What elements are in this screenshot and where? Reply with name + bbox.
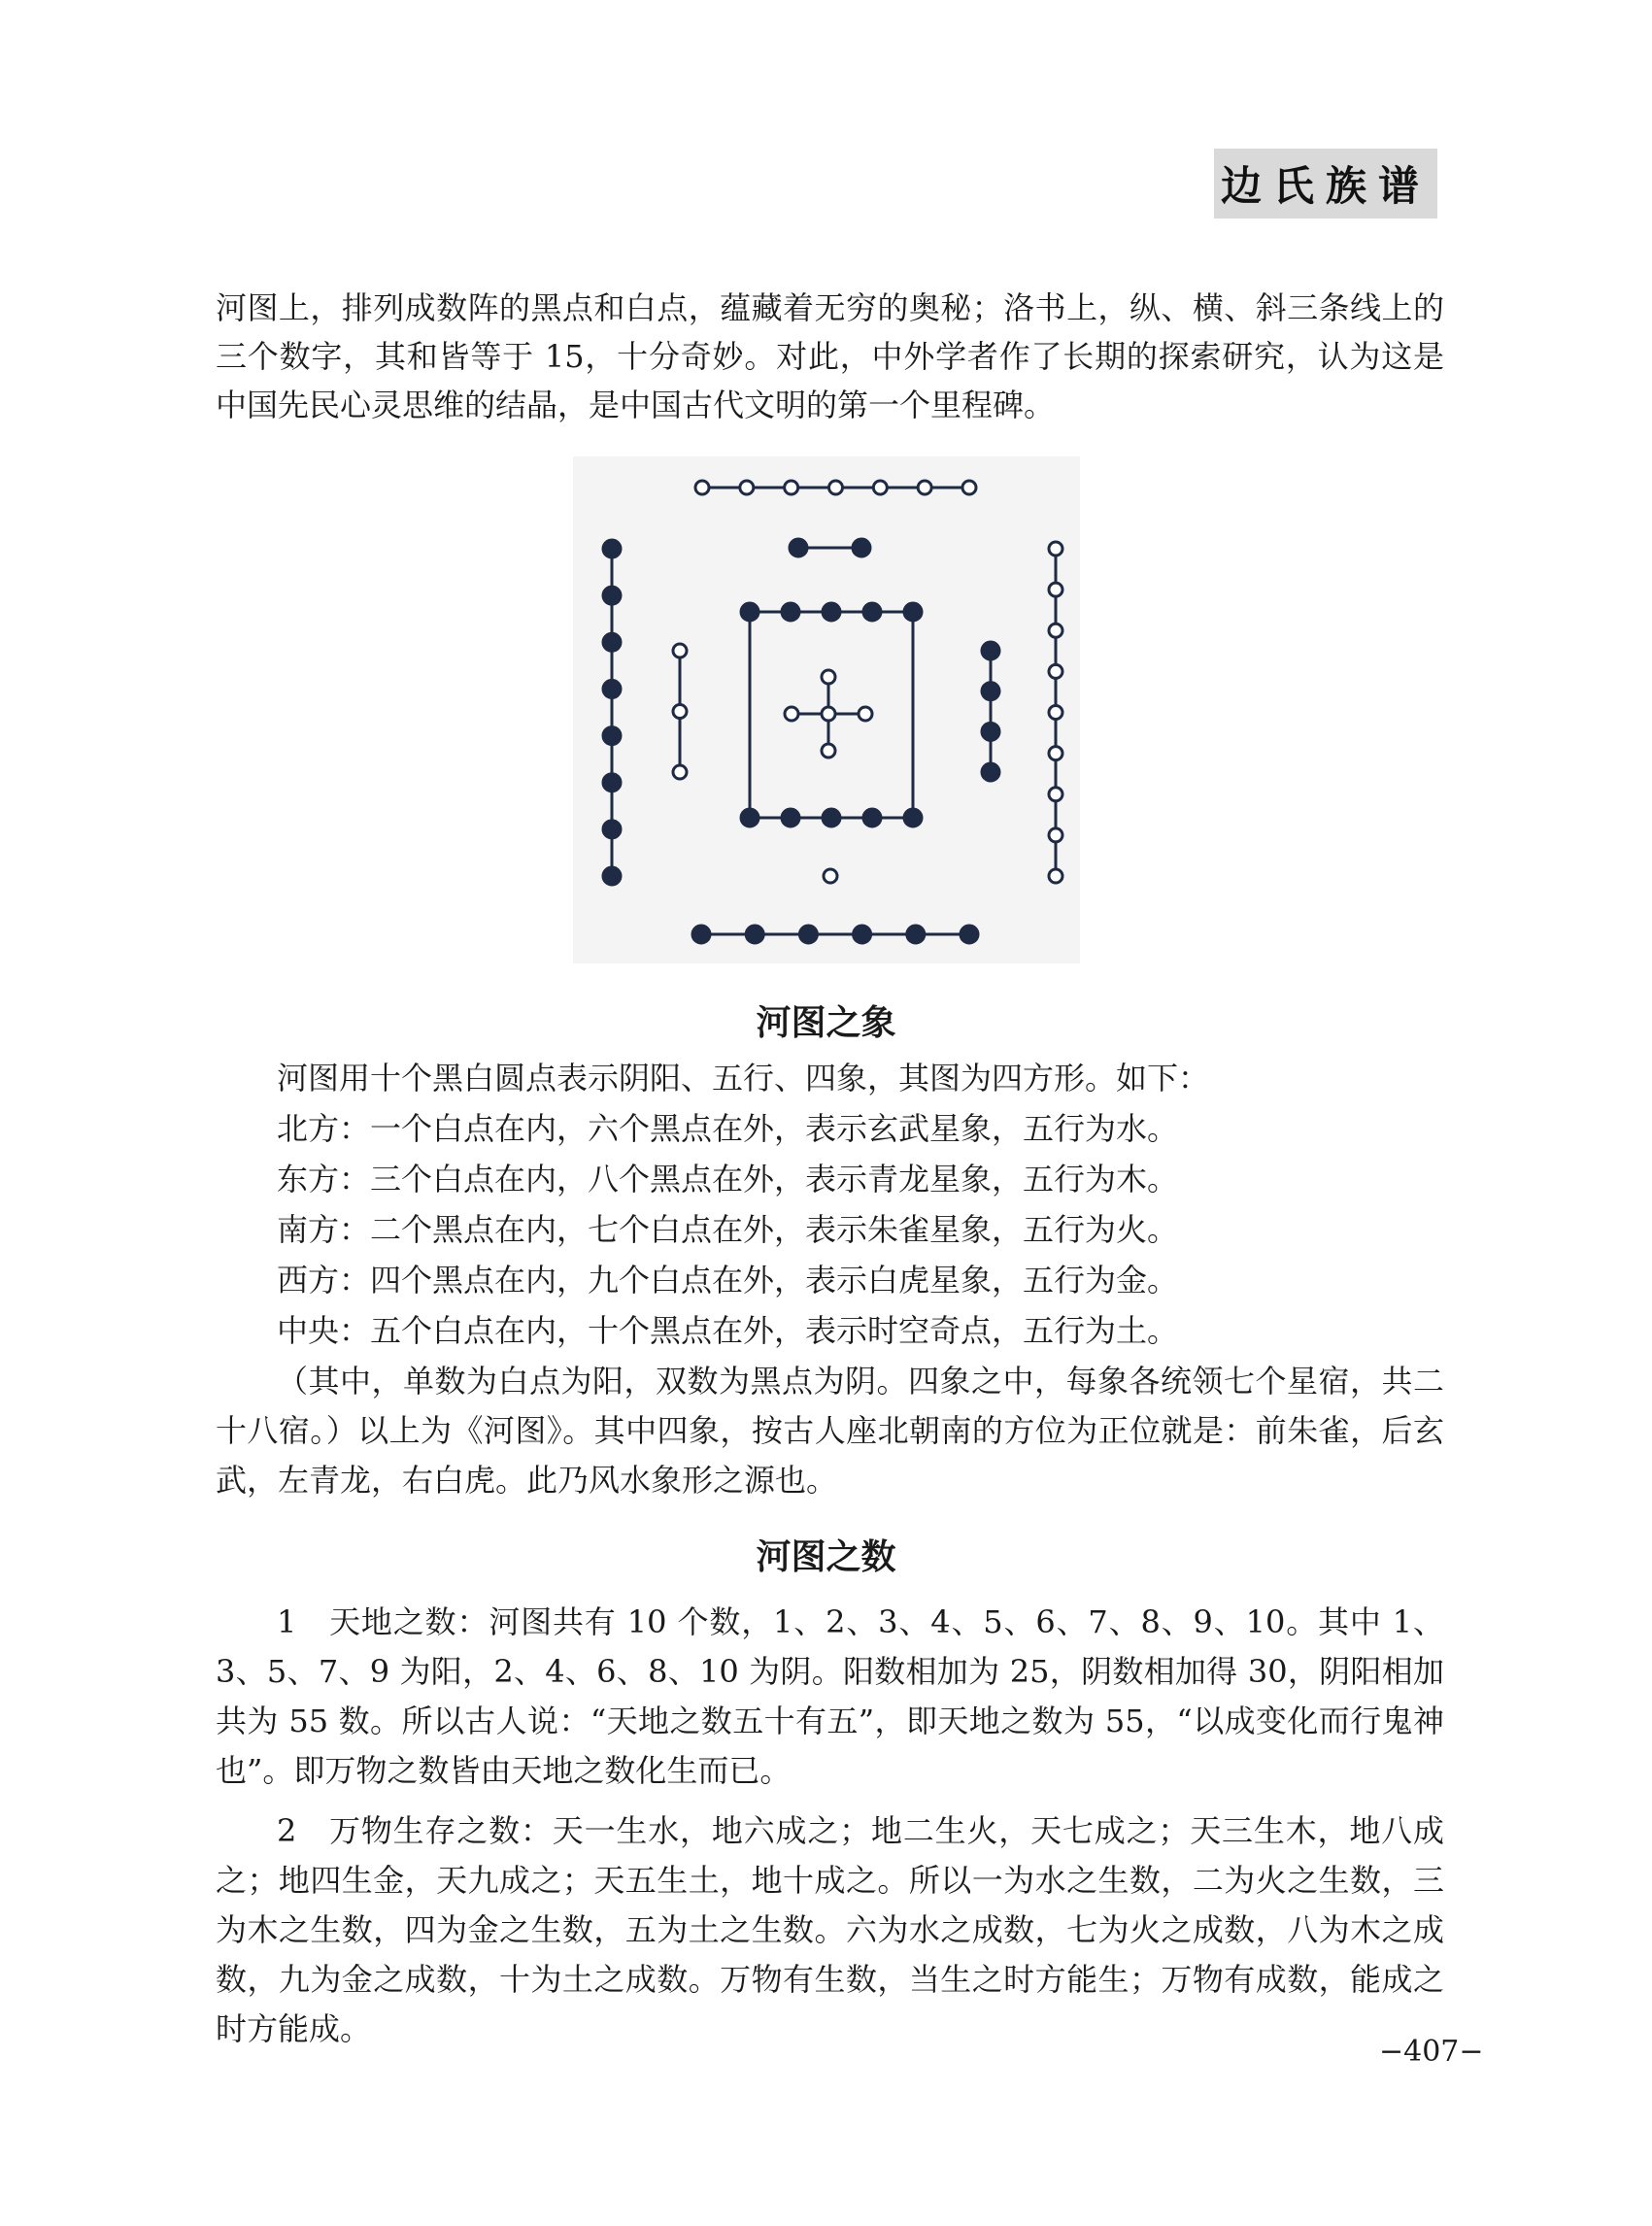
east-outer-dot (603, 587, 621, 604)
center-outer-dot (782, 809, 799, 826)
west-outer-dot (1049, 664, 1062, 678)
south-inner-dot (790, 539, 807, 556)
south-inner-dot (853, 539, 870, 556)
center-outer-dot (741, 809, 759, 826)
center-outer-dot (741, 603, 759, 621)
north-outer-dot (854, 926, 871, 943)
section2-paragraph-2: 2 万物生存之数：天一生水，地六成之；地二生火，天七成之；天三生木，地八成之；地四生金，天九成之；天五生土，地十成之。所以一为水之生数，二为火之生数，三为木之生数，四为金之生数，五为土之生数。六为水之成数，七为火之成数，八为木之成数，九为金之成数，十为土之成数。万物有生数，当生之时方能生；万物有成数，能成之时方能成。 (216, 1812, 1444, 2047)
section2-paragraph-1: 1 天地之数：河图共有 10 个数，1、2、3、4、5、6、7、8、9、10。其中 1、3、5、7、9 为阳，2、4、6、8、10 为阴。阳数相加为 25，阴数相加得 30，阴阳相加共为 55 数。所以古人说：“天地之数五十有五”，即天地之数为 55，“以成变化而行鬼神也”。即万物之数皆由天地之数化生而已。 (216, 1603, 1444, 1789)
west-outer-dot (1049, 624, 1062, 637)
north-outer-dot (961, 926, 978, 943)
hetu-diagram (573, 456, 1080, 963)
east-inner-dot (673, 644, 687, 658)
direction-line-south: 南方：二个黑点在内，七个白点在外，表示朱雀星象，五行为火。 (277, 1211, 1179, 1248)
west-inner-dot (982, 763, 999, 781)
center-inner-dot (822, 670, 835, 684)
east-outer-dot (603, 633, 621, 651)
east-outer-dot (603, 821, 621, 838)
center-outer-dot (904, 603, 922, 621)
center-inner-dot (785, 707, 798, 721)
west-outer-dot (1049, 828, 1062, 842)
direction-line-north: 北方：一个白点在内，六个黑点在外，表示玄武星象，五行为水。 (277, 1110, 1179, 1147)
west-inner-dot (982, 642, 999, 659)
center-outer-dot (823, 809, 840, 826)
center-outer-dot (863, 603, 881, 621)
north-outer-dot (799, 926, 817, 943)
north-outer-dot (907, 926, 925, 943)
center-outer-dot (904, 809, 922, 826)
north-outer-dot (746, 926, 763, 943)
section-title-hetu-numbers: 河图之数 (756, 1536, 896, 1577)
center-outer-dot (823, 603, 840, 621)
east-outer-dot (603, 680, 621, 697)
west-outer-dot (1049, 747, 1062, 760)
south-outer-dot (829, 481, 843, 494)
south-outer-dot (918, 481, 931, 494)
west-outer-dot (1049, 788, 1062, 801)
east-inner-dot (673, 705, 687, 719)
center-outer-dot (782, 603, 799, 621)
east-outer-dot (603, 540, 621, 557)
hetu-figure (573, 456, 1080, 963)
east-inner-dot (673, 765, 687, 779)
center-inner-dot (822, 707, 835, 721)
north-outer-dot (692, 926, 710, 943)
east-outer-dot (603, 727, 621, 745)
west-outer-dot (1049, 542, 1062, 556)
west-outer-dot (1049, 869, 1062, 883)
south-outer-dot (785, 481, 798, 494)
south-outer-dot (962, 481, 976, 494)
west-outer-dot (1049, 706, 1062, 720)
south-outer-dot (873, 481, 887, 494)
south-outer-dot (695, 481, 709, 494)
page-number: −407− (1379, 2035, 1484, 2069)
section1-note: （其中，单数为白点为阳，双数为黑点为阴。四象之中，每象各统领七个星宿，共二十八宿。）以上为《河图》。其中四象，按古人座北朝南的方位为正位就是：前朱雀，后玄武，左青龙，右白虎。此乃风水象形之源也。 (216, 1363, 1444, 1499)
north-inner-dot (824, 869, 837, 883)
section1-lead: 河图用十个黑白圆点表示阴阳、五行、四象，其图为四方形。如下： (277, 1060, 1210, 1096)
west-inner-dot (982, 723, 999, 740)
east-outer-dot (603, 867, 621, 885)
west-outer-dot (1049, 583, 1062, 596)
east-outer-dot (603, 774, 621, 792)
center-inner-dot (859, 707, 872, 721)
center-inner-dot (822, 744, 835, 758)
book-title-tab: 边氏族谱 (1214, 149, 1437, 219)
center-outer-dot (863, 809, 881, 826)
section-title-hetu-image: 河图之象 (756, 1002, 896, 1043)
intro-paragraph: 河图上，排列成数阵的黑点和白点，蕴藏着无穷的奥秘；洛书上，纵、横、斜三条线上的三个数字，其和皆等于 15，十分奇妙。对此，中外学者作了长期的探索研究，认为这是中国先民心灵思维的结晶，是中国古代文明的第一个里程碑。 (216, 289, 1444, 423)
south-outer-dot (740, 481, 754, 494)
west-inner-dot (982, 683, 999, 700)
direction-line-east: 东方：三个白点在内，八个黑点在外，表示青龙星象，五行为木。 (277, 1161, 1179, 1197)
direction-line-west: 西方：四个黑点在内，九个白点在外，表示白虎星象，五行为金。 (277, 1262, 1179, 1298)
direction-line-center: 中央：五个白点在内，十个黑点在外，表示时空奇点，五行为土。 (277, 1312, 1179, 1349)
